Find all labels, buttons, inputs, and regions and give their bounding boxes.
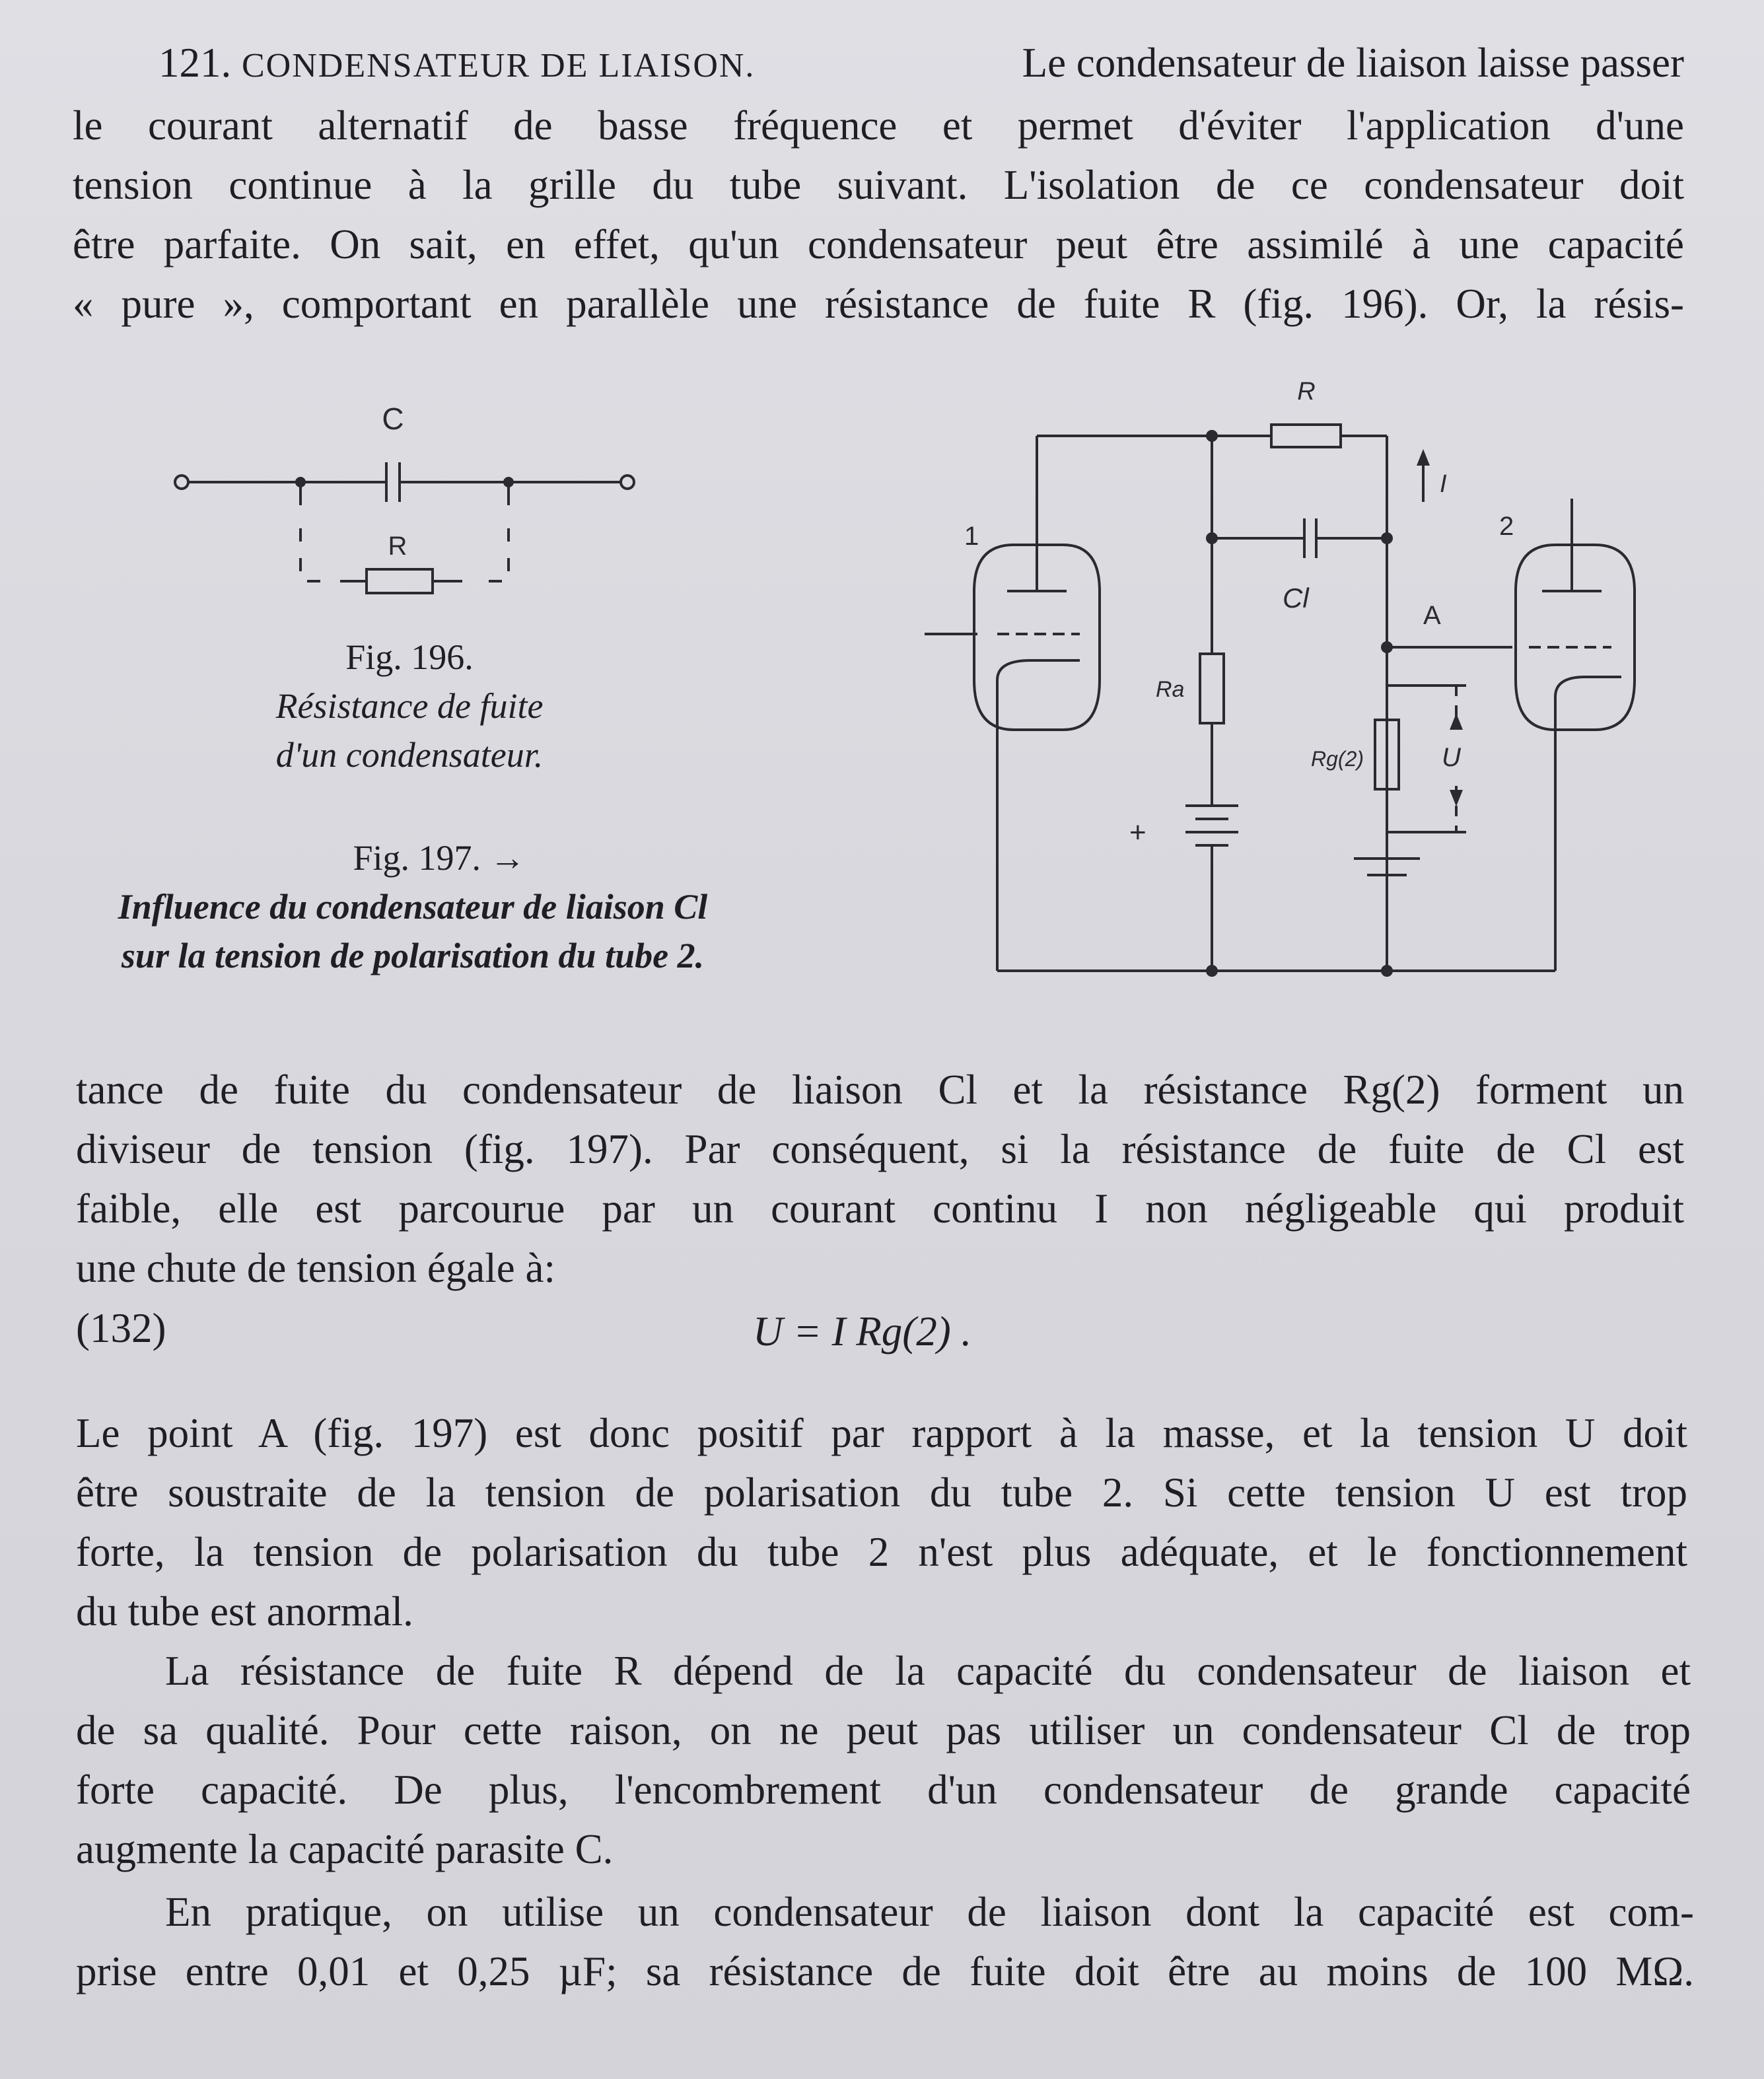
fig197-label-rg: Rg(2)	[1311, 747, 1364, 771]
fig197-caption-title: Fig. 197. →	[353, 838, 526, 878]
section-number: 121.	[159, 40, 232, 86]
fig196-label-r: R	[388, 532, 407, 561]
para3-line-1: Le point A (fig. 197) est donc positif par rapport à la masse, et la tension U doit	[76, 1410, 1687, 1456]
fig197-label-a: A	[1423, 601, 1441, 630]
fig197-label-tube2: 2	[1499, 512, 1514, 541]
para4-line-3: forte capacité. De plus, l'encombrement d'un condensateur de grande capacité	[76, 1767, 1691, 1813]
fig197-label-tube1: 1	[964, 522, 979, 551]
para5-line-1: En pratique, on utilise un condensateur de liaison dont la capacité est com-	[165, 1889, 1694, 1935]
fig196-caption-title: Fig. 196.	[345, 637, 474, 677]
fig196-terminal-right	[621, 476, 634, 489]
fig197-resistor-ra	[1200, 654, 1224, 723]
intro-line-2: le courant alternatif de basse fréquence et permet d'éviter l'application d'une	[73, 102, 1684, 149]
fig196-label-c: C	[382, 402, 404, 436]
intro-line-4: être parfaite. On sait, en effet, qu'un condensateur peut être assimilé à une capacité	[73, 221, 1684, 267]
fig196-terminal-left	[175, 476, 188, 489]
para5-line-2: prise entre 0,01 et 0,25 µF; sa résistance de fuite doit être au moins de 100 MΩ.	[76, 1948, 1694, 1994]
paragraph-4	[76, 1641, 1691, 1879]
fig197-label-cl: Cl	[1283, 582, 1309, 614]
fig196-caption-line1: Résistance de fuite	[275, 686, 544, 726]
para2-line-3: faible, elle est parcourue par un courant continu I non négligeable qui produit	[76, 1185, 1684, 1232]
para4-line-4: augmente la capacité parasite C.	[76, 1826, 614, 1872]
fig196-resistor	[367, 569, 433, 593]
fig197-caption	[73, 833, 753, 980]
intro-line-3: tension continue à la grille du tube suivant. L'isolation de ce condensateur doit	[73, 162, 1684, 208]
fig196-caption	[185, 633, 634, 779]
paragraph-2	[76, 1060, 1684, 1298]
para2-line-4: une chute de tension égale à:	[76, 1245, 555, 1291]
para2-line-2: diviseur de tension (fig. 197). Par conséquent, si la résistance de fuite de Cl est	[76, 1126, 1684, 1172]
para3-line-4: du tube est anormal.	[76, 1588, 413, 1635]
fig197-label-r: R	[1297, 378, 1316, 405]
paragraph-5	[76, 1882, 1694, 2001]
intro-paragraph	[73, 33, 1684, 334]
fig197-tube-2	[1516, 545, 1635, 730]
para3-line-3: forte, la tension de polarisation du tube 2 n'est plus adéquate, et le fonctionnement	[76, 1529, 1687, 1575]
equation: U = I Rg(2) .	[753, 1308, 972, 1355]
fig197-label-ra: Ra	[1156, 677, 1185, 702]
para3-line-2: être soustraite de la tension de polarisation du tube 2. Si cette tension U est trop	[76, 1469, 1687, 1516]
para2-line-1: tance de fuite du condensateur de liaison Cl et la résistance Rg(2) forment un	[76, 1067, 1684, 1113]
fig197-label-current: I	[1440, 470, 1447, 498]
para4-line-1: La résistance de fuite R dépend de la capacité du condensateur de liaison et	[165, 1648, 1691, 1694]
fig197-caption-line1: Influence du condensateur de liaison Cl	[118, 887, 708, 927]
intro-line-5: « pure », comportant en parallèle une résistance de fuite R (fig. 196). Or, la résis-	[73, 281, 1684, 327]
fig197-label-plus: +	[1129, 816, 1147, 849]
para4-line-2: de sa qualité. Pour cette raison, on ne peut pas utiliser un condensateur Cl de trop	[76, 1707, 1691, 1753]
paragraph-3	[76, 1403, 1687, 1641]
intro-line-1	[73, 33, 1684, 96]
fig197-caption-line2: sur la tension de polarisation du tube 2.	[121, 936, 705, 975]
section-heading: CONDENSATEUR DE LIAISON.	[242, 47, 756, 85]
intro-line-1-text: Le condensateur de liaison laisse passer	[1022, 40, 1684, 86]
fig196-caption-line2: d'un condensateur.	[275, 735, 544, 775]
figure-197-diagram	[911, 370, 1651, 997]
fig197-resistor-r	[1271, 425, 1341, 447]
figure-196-diagram	[159, 390, 660, 608]
equation-number: (132)	[76, 1305, 166, 1351]
fig197-label-u: U	[1442, 743, 1461, 772]
